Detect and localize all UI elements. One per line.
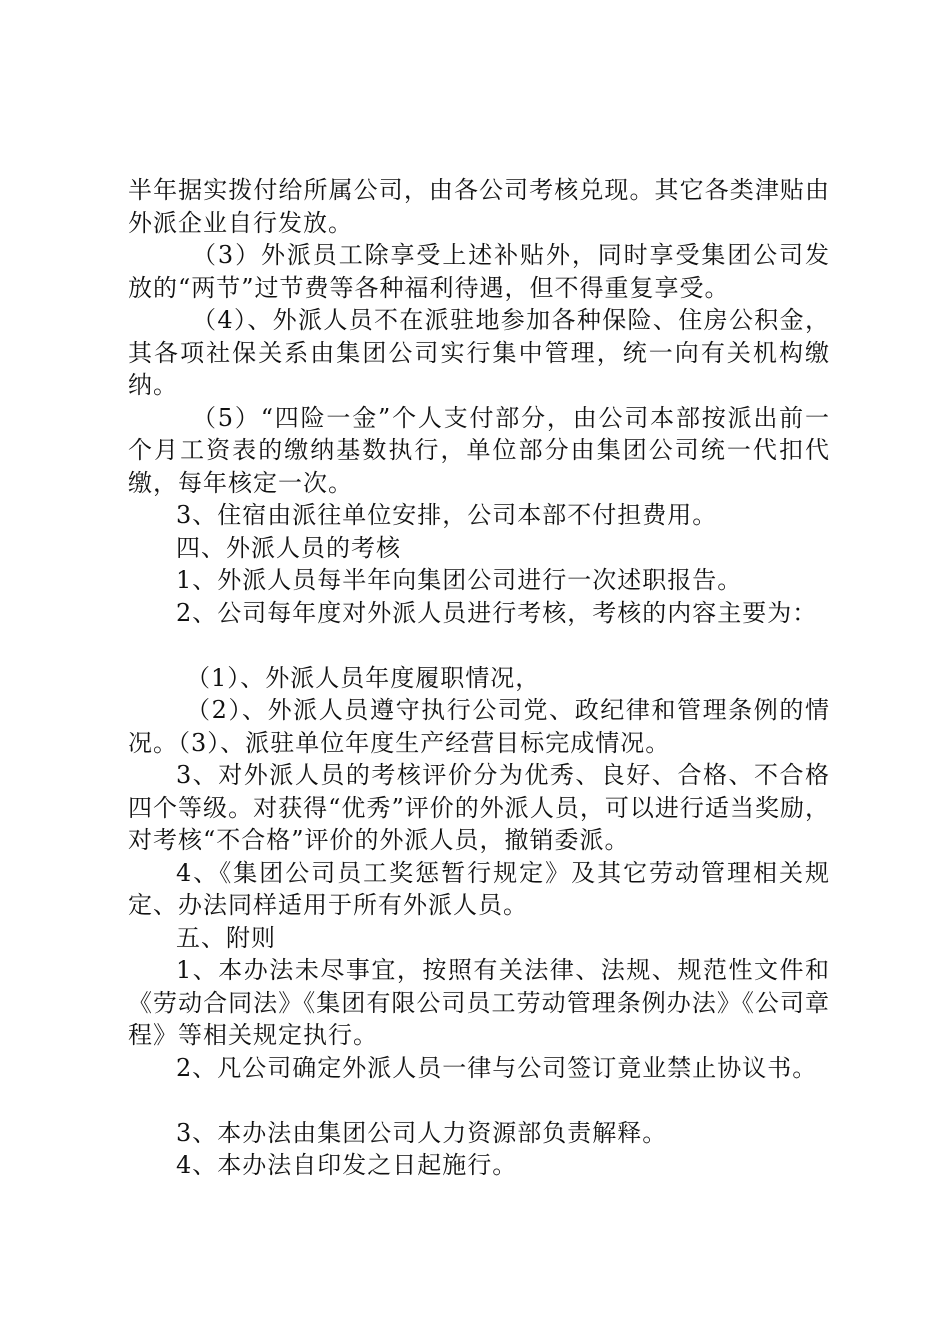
blank-line [128,1084,830,1117]
paragraph-supplementary-4: 4、本办法自印发之日起施行。 [176,1151,518,1179]
paragraph-assessment-content: 2、公司每年度对外派人员进行考核，考核的内容主要为： [176,598,818,627]
paragraph-accommodation: 3、住宿由派往单位安排，公司本部不付担费用。 [176,501,718,529]
paragraph-item-4-insurance: （4）、外派人员不在派驻地参加各种保险、住房公积金，其各项社保关系由集团公司实行集中管理，统一向有关机构缴纳。 [128,306,830,399]
paragraph-item-3-welfare: （3）外派员工除享受上述补贴外，同时享受集团公司发放的“两节”过节费等各种福利待遇，但不得重复享受。 [128,241,830,302]
paragraph-sub-item-1: （1）、外派人员年度履职情况， [186,663,541,692]
section-heading-assessment: 四、外派人员的考核 [176,533,401,562]
document-body [128,174,830,1182]
paragraph-sub-item-2-3: （2）、外派人员遵守执行公司党、政纪律和管理条例的情况。（3）、派驻单位年度生产经营目标完成情况。 [128,696,830,757]
paragraph-supplementary-3: 3、本办法由集团公司人力资源部负责解释。 [176,1118,668,1147]
paragraph-allowance-continuation: 半年据实拨付给所属公司，由各公司考核兑现。其它各类津贴由外派企业自行发放。 [128,176,830,237]
paragraph-supplementary-2: 2、凡公司确定外派人员一律与公司签订竟业禁止协议书。 [176,1053,818,1082]
paragraph-supplementary-1: 1、本办法未尽事宜，按照有关法律、法规、规范性文件和《劳动合同法》《集团有限公司员工劳动管理条例办法》《公司章程》等相关规定执行。 [128,956,830,1049]
paragraph-rewards-rules: 4、《集团公司员工奖惩暂行规定》及其它劳动管理相关规定、办法同样适用于所有外派人员。 [128,858,830,919]
blank-line [128,629,830,662]
paragraph-item-5-four-insurances: （5）“四险一金”个人支付部分，由公司本部按派出前一个月工资表的缴纳基数执行，单位部分由集团公司统一代扣代缴，每年核定一次。 [128,403,830,497]
section-heading-supplementary: 五、附则 [176,923,276,952]
paragraph-report: 1、外派人员每半年向集团公司进行一次述职报告。 [176,566,743,594]
paragraph-evaluation-grades: 3、对外派人员的考核评价分为优秀、良好、合格、不合格四个等级。对获得“优秀”评价的外派人员，可以进行适当奖励，对考核“不合格”评价的外派人员，撤销委派。 [128,761,830,854]
